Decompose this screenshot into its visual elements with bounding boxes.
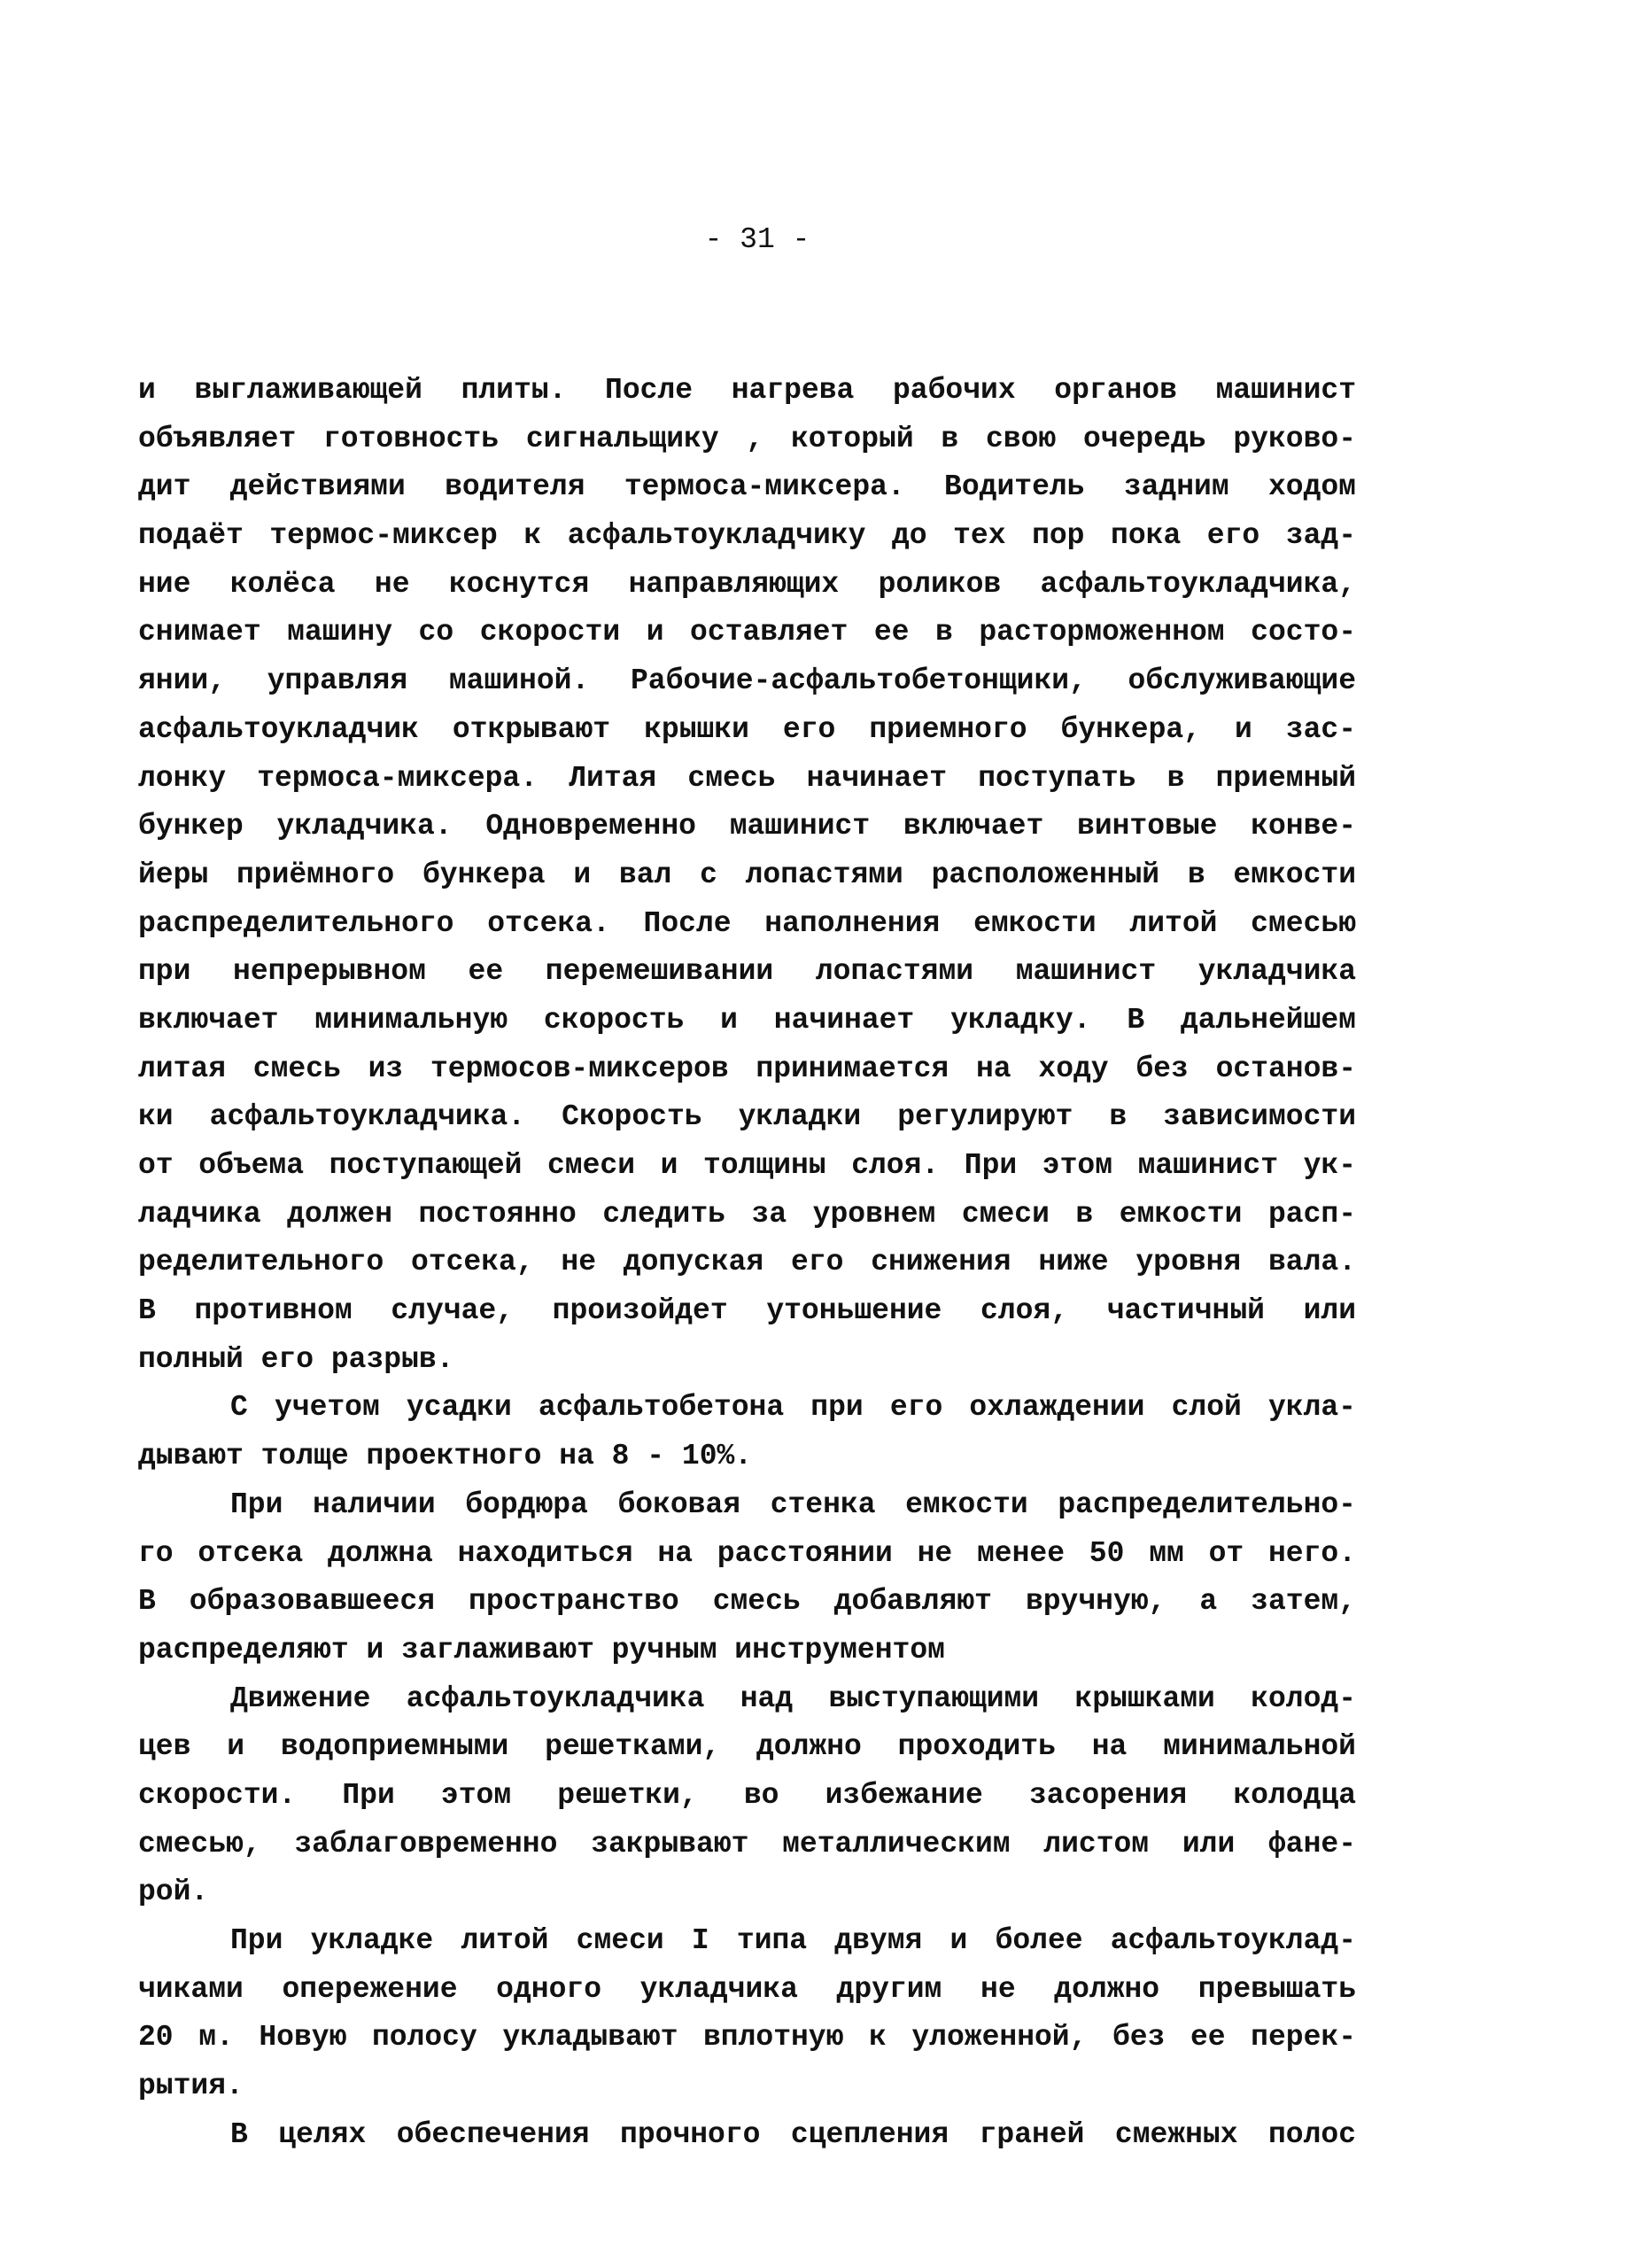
text-line: скорости. При этом решетки, во избежание засорения колодца	[138, 1778, 1356, 1812]
text-line: рытия.	[138, 2070, 244, 2103]
text-line: литая смесь из термосов-миксеров принимается на ходу без останов-	[138, 1052, 1356, 1085]
text-line: при непрерывном ее перемешивании лопастями машинист укладчика	[138, 955, 1356, 989]
body-text	[138, 367, 1356, 2159]
text-line: чиками опережение одного укладчика другим не должно превышать	[138, 1972, 1356, 2006]
text-line: В образовавшееся пространство смесь добавляют вручную, а затем,	[138, 1585, 1356, 1619]
text-line: полный его разрыв.	[138, 1342, 454, 1376]
text-line: распределительного отсека. После наполнения емкости литой смесью	[138, 906, 1356, 940]
text-line: от объема поступающей смеси и толщины слоя. При этом машинист ук-	[138, 1149, 1356, 1182]
page-number: - 31 -	[704, 223, 810, 256]
text-line: распределяют и заглаживают ручным инструментом	[138, 1633, 945, 1666]
text-line: 20 м. Новую полосу укладывают вплотную к уложенной, без ее перек-	[138, 2021, 1356, 2054]
text-line: включает минимальную скорость и начинает укладку. В дальнейшем	[138, 1003, 1356, 1037]
text-line: цев и водоприемными решетками, должно проходить на минимальной	[138, 1730, 1356, 1764]
text-line: ки асфальтоукладчика. Скорость укладки регулируют в зависимости	[138, 1100, 1356, 1134]
text-line: дит действиями водителя термоса-миксера. Водитель задним ходом	[138, 470, 1356, 504]
text-line: В противном случае, произойдет утоньшение слоя, частичный или	[138, 1294, 1356, 1328]
text-line: В целях обеспечения прочного сцепления граней смежных полос	[230, 2117, 1356, 2151]
text-line: С учетом усадки асфальтобетона при его охлаждении слой укла-	[230, 1391, 1356, 1425]
text-line: янии, управляя машиной. Рабочие-асфальтобетонщики, обслуживающие	[138, 664, 1356, 698]
text-line: лонку термоса-миксера. Литая смесь начинает поступать в приемный	[138, 761, 1356, 795]
text-line: дывают толще проектного на 8 - 10%.	[138, 1440, 753, 1473]
text-line: смесью, заблаговременно закрывают металлическим листом или фане-	[138, 1827, 1356, 1860]
text-line: подаёт термос-миксер к асфальтоукладчику до тех пор пока его зад-	[138, 519, 1356, 553]
text-line: снимает машину со скорости и оставляет ее в расторможенном состо-	[138, 616, 1356, 649]
text-line: бункер укладчика. Одновременно машинист включает винтовые конве-	[138, 810, 1356, 843]
text-line: ладчика должен постоянно следить за уровнем смеси в емкости расп-	[138, 1197, 1356, 1231]
text-line: ние колёса не коснутся направляющих роликов асфальтоукладчика,	[138, 567, 1356, 601]
text-line: и выглаживающей плиты. После нагрева рабочих органов машинист	[138, 374, 1356, 407]
paragraph	[138, 1384, 1356, 1480]
paragraph	[138, 367, 1356, 1384]
text-line: При укладке литой смеси I типа двумя и более асфальтоуклад-	[230, 1924, 1356, 1957]
text-line: йеры приёмного бункера и вал с лопастями расположенный в емкости	[138, 858, 1356, 891]
text-line: Движение асфальтоукладчика над выступающими крышками колод-	[230, 1682, 1356, 1715]
paragraph	[138, 2111, 1356, 2160]
text-line: объявляет готовность сигнальщику , который в свою очередь руково-	[138, 422, 1356, 455]
paragraph	[138, 1481, 1356, 1675]
paragraph	[138, 1917, 1356, 2111]
paragraph	[138, 1675, 1356, 1917]
text-line: рой.	[138, 1876, 209, 1909]
text-line: го отсека должна находиться на расстоянии не менее 50 мм от него.	[138, 1536, 1356, 1570]
text-line: При наличии бордюра боковая стенка емкости распределительно-	[230, 1487, 1356, 1521]
text-line: ределительного отсека, не допуская его снижения ниже уровня вала.	[138, 1246, 1356, 1279]
text-line: асфальтоукладчик открывают крышки его приемного бункера, и зас-	[138, 712, 1356, 746]
